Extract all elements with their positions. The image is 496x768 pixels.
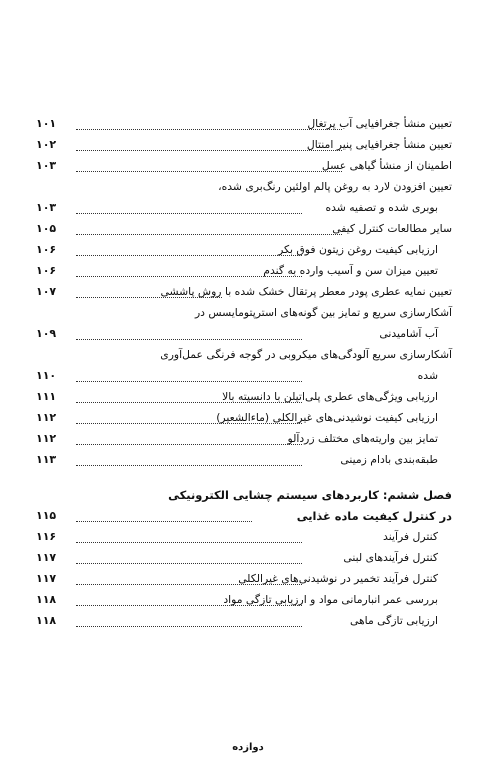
chapter-heading (36, 485, 452, 506)
toc-entry (36, 527, 452, 548)
toc-entry-title: تعیین نمایه عطری پودر معطر پرتقال خشک شده با روش پاششی (157, 282, 453, 302)
leader-dots (76, 605, 302, 606)
toc-entry (36, 156, 452, 177)
leader-dots (76, 255, 302, 256)
leader-dots (76, 521, 252, 522)
toc-entry (36, 611, 452, 632)
page-number: ۱۰۵ (36, 222, 57, 235)
page-number: ۱۱۱ (36, 390, 57, 403)
toc-entry-title: آشکارسازی سریع و تمایز بین گونه‌های استرپتومایسس در (191, 303, 452, 323)
page-number: ۱۰۲ (36, 138, 57, 151)
toc-entry-title: کنترل فرآیند (379, 527, 438, 547)
page-number: ۱۱۲ (36, 411, 57, 424)
toc-entry-title: آشکارسازی سریع آلودگی‌های میکروبی در گوجه فرنگی عمل‌آوری (156, 345, 452, 365)
toc-entry (36, 198, 452, 219)
toc-entry-title: ارزیابی ویژگی‌های عطری پلی‌اتیلن با دانسیته بالا (218, 387, 438, 407)
toc-entry (36, 387, 452, 408)
page-number: ۱۱۲ (36, 432, 57, 445)
page-number: ۱۰۱ (36, 117, 57, 130)
toc-entry-title: کنترل فرآیندهای لبنی (339, 548, 438, 568)
leader-dots (76, 542, 302, 543)
page-footer: دوازده (232, 742, 264, 753)
leader-dots (76, 563, 302, 564)
leader-dots (76, 402, 302, 403)
toc-entry (36, 240, 452, 261)
toc-entry-title: تمایز بین واریته‌های مختلف زردآلو (284, 429, 439, 449)
toc-entry (36, 282, 452, 303)
toc-entry (36, 345, 452, 366)
table-of-contents (36, 114, 452, 632)
page-number: ۱۰۶ (36, 243, 57, 256)
leader-dots (76, 213, 302, 214)
page-number: ۱۱۰ (36, 369, 57, 382)
leader-dots (76, 297, 222, 298)
toc-entry (36, 324, 452, 345)
leader-dots (76, 129, 342, 130)
toc-entry-title: بررسی عمر انبارمانی مواد و ارزیابی تازگی مواد (219, 590, 438, 610)
leader-dots (76, 276, 302, 277)
leader-dots (76, 465, 302, 466)
leader-dots (76, 381, 302, 382)
leader-dots (76, 584, 302, 585)
leader-dots (76, 171, 342, 172)
toc-entry (36, 366, 452, 387)
leader-dots (76, 444, 302, 445)
page-number: ۱۱۶ (36, 530, 57, 543)
toc-list-bottom (36, 527, 452, 632)
leader-dots (76, 423, 302, 424)
page-number: ۱۱۳ (36, 453, 57, 466)
page-number: ۱۱۸ (36, 614, 57, 627)
page-number: ۱۰۳ (36, 159, 57, 172)
page-number: ۱۰۷ (36, 285, 57, 298)
leader-dots (76, 626, 302, 627)
toc-entry-title: تعیین میزان سن و آسیب وارده به گندم (259, 261, 438, 281)
toc-entry (36, 590, 452, 611)
toc-entry (36, 408, 452, 429)
page-number: ۱۱۷ (36, 572, 57, 585)
toc-entry-title: اطمینان از منشأ گیاهی عسل (318, 156, 452, 176)
toc-entry-title: طبقه‌بندی بادام زمینی (336, 450, 438, 470)
toc-entry-title: شده (414, 366, 438, 386)
toc-entry (36, 219, 452, 240)
chapter-subtitle: در کنترل کیفیت ماده غذایی (293, 506, 452, 526)
page-number: ۱۱۸ (36, 593, 57, 606)
toc-entry-title: کنترل فرآیند تخمیر در نوشیدنی‌های غیرالکلی (234, 569, 438, 589)
toc-entry-title: ارزیابی کیفیت روغن زیتون فوق بکر (274, 240, 438, 260)
toc-entry (36, 177, 452, 198)
toc-entry-title: تعیین منشأ جغرافیایی پنیر امنتال (303, 135, 452, 155)
page-number: ۱۱۵ (36, 509, 57, 522)
leader-dots (76, 234, 342, 235)
toc-entry-title: تعیین منشأ جغرافیایی آب پرتغال (303, 114, 452, 134)
toc-list-top (36, 114, 452, 471)
toc-entry (36, 429, 452, 450)
toc-entry-title: ارزیابی تازگی ماهی (346, 611, 438, 631)
toc-entry-title: تعیین افزودن لارد به روغن پالم اولئین رنگ‌بری شده، (214, 177, 452, 197)
toc-entry (36, 261, 452, 282)
toc-entry-title: ارزیابی کیفیت نوشیدنی‌های غیرالکلی (ماءالشعیر) (212, 408, 438, 428)
leader-dots (76, 150, 342, 151)
page-number: ۱۰۶ (36, 264, 57, 277)
toc-entry (36, 303, 452, 324)
toc-entry (36, 548, 452, 569)
page-number: ۱۰۹ (36, 327, 57, 340)
page-number: ۱۰۳ (36, 201, 57, 214)
toc-entry (36, 450, 452, 471)
toc-entry-title: سایر مطالعات کنترل کیفی (328, 219, 452, 239)
chapter-subheading-row (36, 506, 452, 527)
toc-entry (36, 114, 452, 135)
toc-entry (36, 569, 452, 590)
leader-dots (76, 339, 302, 340)
chapter-title: فصل ششم: کاربردهای سیستم چشایی الکترونیکی (164, 485, 452, 505)
toc-entry-title: بوبری شده و تصفیه شده (321, 198, 438, 218)
toc-entry (36, 135, 452, 156)
toc-entry-title: آب آشامیدنی (375, 324, 438, 344)
page-number: ۱۱۷ (36, 551, 57, 564)
